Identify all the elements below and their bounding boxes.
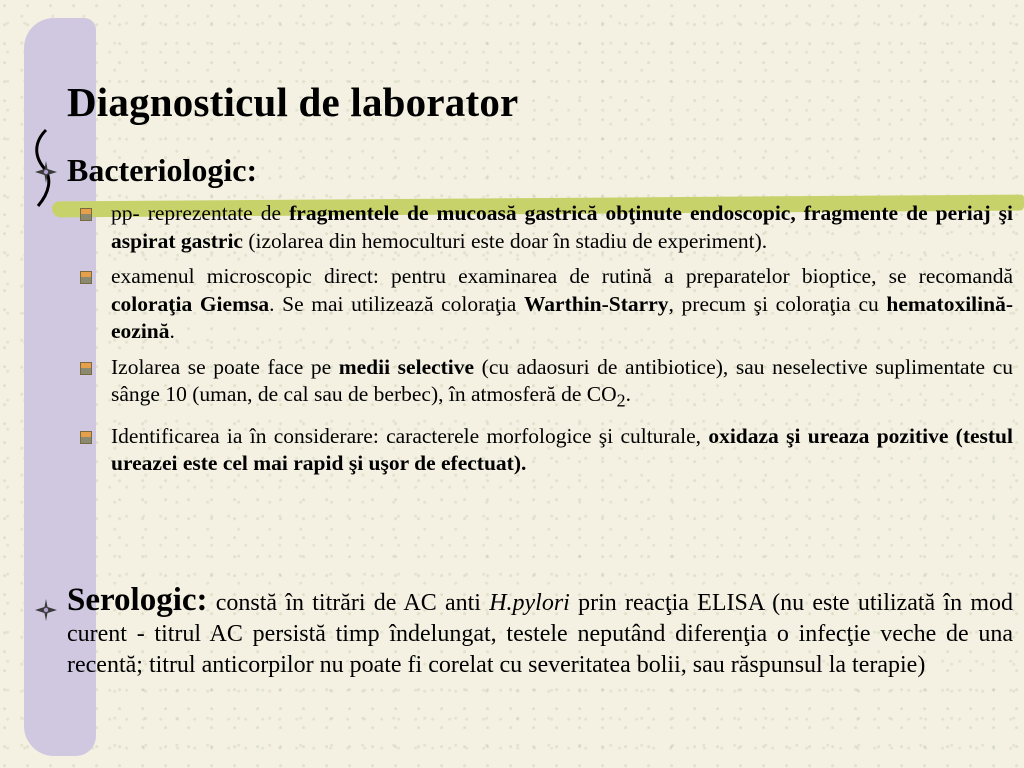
bullet-text-part: pp- reprezentate de	[111, 201, 290, 225]
bullet-text-part: Izolarea se poate face pe	[111, 354, 339, 379]
bullet-text-part: Warthin-Starry	[523, 291, 669, 316]
bacteriologic-bullet-list	[80, 200, 1013, 486]
bullet-text-part: hematoxilină-eozină	[111, 291, 1013, 343]
bullet-text-part: Identificarea ia în considerare: caracterele morfologice şi culturale,	[111, 423, 709, 448]
serologic-heading: Serologic:	[67, 582, 208, 618]
slide-title: Diagnosticul de laborator	[67, 79, 519, 125]
fleur-cross-icon	[34, 160, 58, 184]
bullet-item	[80, 200, 1013, 255]
bullet-text-part: 2	[616, 390, 626, 411]
square-bullet-icon	[80, 208, 92, 221]
serologic-italic-term: H.pylori	[489, 590, 570, 616]
bullet-text-part: coloraţia Giemsa	[111, 291, 270, 316]
bullet-text-part: oxidaza şi ureaza pozitive (testul ureazei este cel mai rapid şi uşor de efectuat).	[111, 423, 1013, 476]
bullet-text-part: examenul microscopic direct: pentru examinarea de rutină a preparatelor bioptice, se recomandă	[111, 264, 1013, 288]
bullet-text-part: .	[625, 382, 631, 406]
square-bullet-icon	[80, 362, 92, 375]
square-bullet-icon	[80, 271, 92, 284]
bullet-text-part: .	[169, 319, 175, 343]
square-bullet-icon	[80, 431, 92, 444]
bullet-text-part: medii selective	[338, 354, 475, 379]
bullet-text-part: fragmentele de mucoasă gastrică obţinute endoscopic, fragmente de periaj şi aspirat gastric	[111, 201, 1013, 253]
serologic-paragraph	[67, 582, 1014, 681]
bullet-item	[80, 354, 1013, 415]
bullet-text-part: . Se mai utilizează coloraţia	[269, 291, 524, 316]
bullet-text-part: (izolarea din hemoculturi este doar în stadiu de experiment).	[242, 228, 768, 253]
fleur-cross-icon	[34, 598, 58, 622]
serologic-text-before: constă în titrări de AC anti	[207, 590, 490, 616]
serologic-text-after: prin reacţia ELISA (nu este utilizată în mod curent - titrul AC persistă timp îndelungat, testele neputând diferenţia o infecţie veche de una recentă; titrul anticorpilor nu poate fi corelat cu severitatea bolii, sau răspunsul la terapie)	[67, 590, 1014, 678]
bullet-item	[80, 263, 1013, 346]
bullet-item	[80, 423, 1013, 478]
bullet-text-part: , precum şi coloraţia cu	[668, 291, 887, 316]
bullet-text-part: (cu adaosuri de antibiotice), sau neselective suplimentate cu sânge 10 (uman, de cal sau de berbec), în atmosferă de CO	[111, 354, 1013, 406]
bacteriologic-heading: Bacteriologic:	[67, 152, 258, 188]
